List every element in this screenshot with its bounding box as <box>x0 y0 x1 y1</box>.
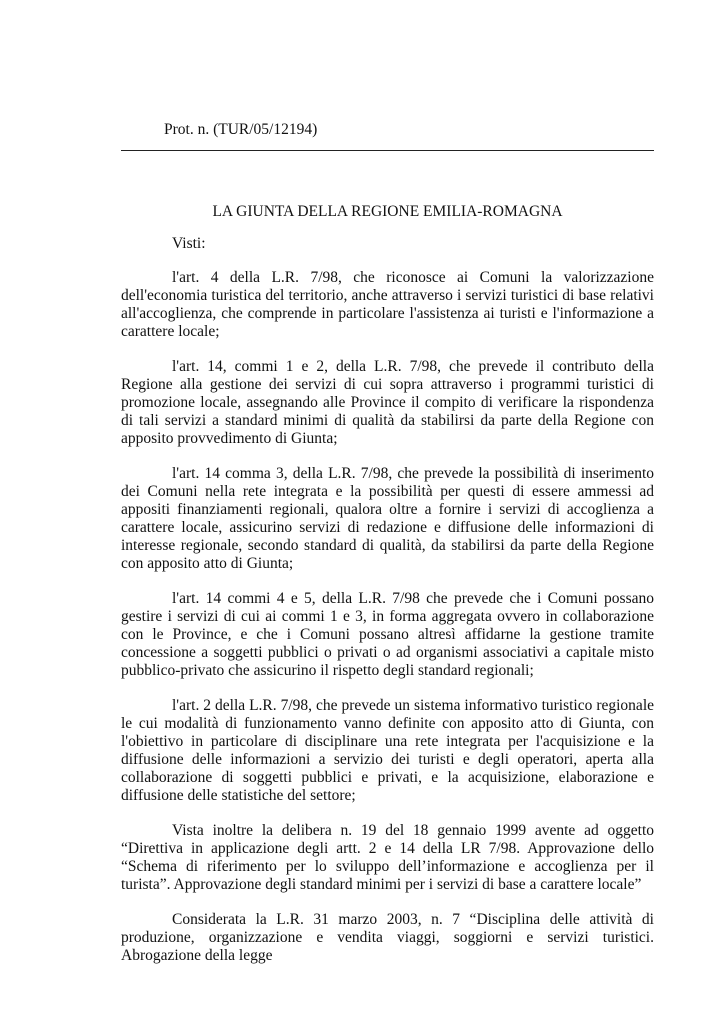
paragraph-lr-31-marzo-2003: Considerata la L.R. 31 marzo 2003, n. 7 “Disciplina delle attività di produzione, organizzazione e vendita viaggi, soggiorni e servizi turistici. Abrogazione della legge <box>121 911 654 964</box>
protocol-number: Prot. n. (TUR/05/12194) <box>164 121 318 138</box>
paragraph-art-14-commi-1-2: l'art. 14, commi 1 e 2, della L.R. 7/98, che prevede il contributo della Regione alla gestione dei servizi di cui sopra attraverso i programmi turistici di promozione locale, assegnando alle Province il compito di verificare la rispondenza di tali servizi a standard minimi di qualità da stabilirsi da parte della Regione con apposito provvedimento di Giunta; <box>121 358 654 447</box>
document-title: LA GIUNTA DELLA REGIONE EMILIA-ROMAGNA <box>212 203 563 220</box>
paragraph-delibera-19: Vista inoltre la delibera n. 19 del 18 gennaio 1999 avente ad oggetto “Direttiva in applicazione degli artt. 2 e 14 della LR 7/98. Approvazione dello “Schema di riferimento per lo sviluppo dell’informazione e accoglienza per il turista”. Approvazione degli standard minimi per i servizi di base a carattere locale” <box>121 822 654 893</box>
paragraph-art-4: l'art. 4 della L.R. 7/98, che riconosce ai Comuni la valorizzazione dell'economia turistica del territorio, anche attraverso i servizi turistici di base relativi all'accoglienza, che comprende in particolare l'assistenza ai turisti e l'informazione a carattere locale; <box>121 269 654 340</box>
paragraph-art-2: l'art. 2 della L.R. 7/98, che prevede un sistema informativo turistico regionale le cui modalità di funzionamento vanno definite con apposito atto di Giunta, con l'obiettivo in particolare di disciplinare una rete integrata per l'acquisizione e la diffusione delle informazioni a servizio dei turisti e degli operatori, aperta alla collaborazione di soggetti pubblici e privati, e la acquisizione, elaborazione e diffusione delle statistiche del settore; <box>121 697 654 804</box>
visti-heading: Visti: <box>172 235 206 252</box>
paragraph-art-14-commi-4-5: l'art. 14 commi 4 e 5, della L.R. 7/98 che prevede che i Comuni possano gestire i servizi di cui ai commi 1 e 3, in forma aggregata ovvero in collaborazione con le Province, e che i Comuni possano altresì affidarne la gestione tramite concessione a soggetti pubblici o privati o ad organismi associativi a capitale misto pubblico-privato che assicurino il rispetto degli standard regionali; <box>121 590 654 679</box>
paragraph-art-14-comma-3: l'art. 14 comma 3, della L.R. 7/98, che prevede la possibilità di inserimento dei Comuni nella rete integrata e la possibilità per questi di essere ammessi ad appositi finanziamenti regionali, qualora oltre a fornire i servizi di accoglienza a carattere locale, assicurino servizi di redazione e diffusione delle informazioni di interesse regionale, secondo standard di qualità, da stabilirsi da parte della Regione con apposito atto di Giunta; <box>121 465 654 572</box>
header-divider <box>121 150 654 151</box>
document-body <box>121 269 654 982</box>
